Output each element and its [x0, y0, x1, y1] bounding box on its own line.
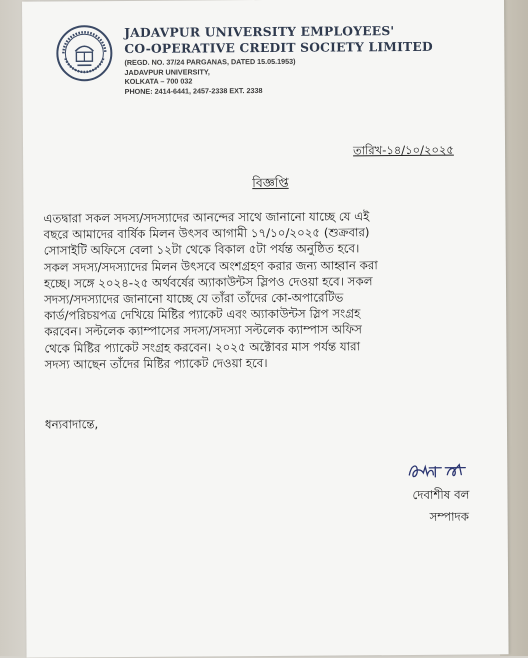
handwritten-signature-icon — [405, 457, 469, 487]
closing-salutation: ধন্যবাদান্তে, — [45, 415, 98, 435]
notice-sheet — [22, 0, 509, 658]
body-line: হচ্ছে। সঙ্গে ২০২৪-২৫ অর্থবর্ষের অ্যাকাউন্টস স্লিপও দেওয়া হবে। সকল — [44, 272, 489, 291]
body-line: কার্ড/পরিচয়পত্র দেখিয়ে মিষ্টির প্যাকেট এবং অ্যাকাউন্টস স্লিপ সংগ্রহ — [44, 305, 489, 324]
org-name-line1: JADAVPUR UNIVERSITY EMPLOYEES' — [124, 22, 484, 41]
body-line: সদস্য আছেন তাঁদের মিষ্টির প্যাকেট দেওয়া হবে। — [44, 353, 489, 372]
university-seal-icon — [55, 24, 113, 82]
body-line: এতদ্বারা সকল সদস্য/সদস্যাদের আনন্দের সাথে জানানো যাচ্ছে যে এই — [43, 207, 488, 226]
address-line1: JADAVPUR UNIVERSITY, — [124, 65, 484, 77]
body-line: বছরে আমাদের বার্ষিক মিলন উৎসব আগামী ১৭/১০/২০২৫ (শুক্রবার) — [44, 224, 489, 243]
registration-number: (REGD. NO. 37/24 PARGANAS, DATED 15.05.1953) — [124, 55, 484, 67]
body-line: সকল সদস্য/সদস্যাদের মিলন উৎসবে অংশগ্রহণ করার জন্য আহ্বান করা — [44, 256, 489, 275]
body-line: সদস্য/সদস্যাদের জানানো যাচ্ছে যে তাঁরা তাঁদের কো-অপারেটিভ — [44, 288, 489, 307]
address-line2: KOLKATA – 700 032 — [125, 75, 485, 87]
phone-numbers: PHONE: 2414-6441, 2457-2338 EXT. 2338 — [125, 84, 485, 96]
notice-body — [43, 207, 489, 372]
letterhead-details — [124, 55, 484, 96]
notice-title: বিজ্ঞপ্তি — [252, 175, 288, 195]
body-line: থেকে মিষ্টির প্যাকেট সংগ্রহ করবেন। ২০২৫ অক্টোবর মাস পর্যন্ত যারা — [44, 337, 489, 356]
notice-date: তারিখ-১৪/১০/২০২৫ — [353, 142, 454, 162]
signatory-designation: সম্পাদক — [430, 508, 469, 528]
body-line: সোসাইটি অফিসে বেলা ১২টা থেকে বিকাল ৫টা পর্যন্ত অনুষ্ঠিত হবে। — [44, 240, 489, 259]
org-name-line2: CO-OPERATIVE CREDIT SOCIETY LIMITED — [124, 38, 484, 57]
body-line: করবেন। সল্টলেক ক্যাম্পাসের সদস্য/সদস্যা সল্টলেক ক্যাম্পাস অফিস — [44, 321, 489, 340]
signatory-name: দেবাশীষ বল — [412, 486, 469, 506]
letterhead-organization — [124, 22, 484, 57]
